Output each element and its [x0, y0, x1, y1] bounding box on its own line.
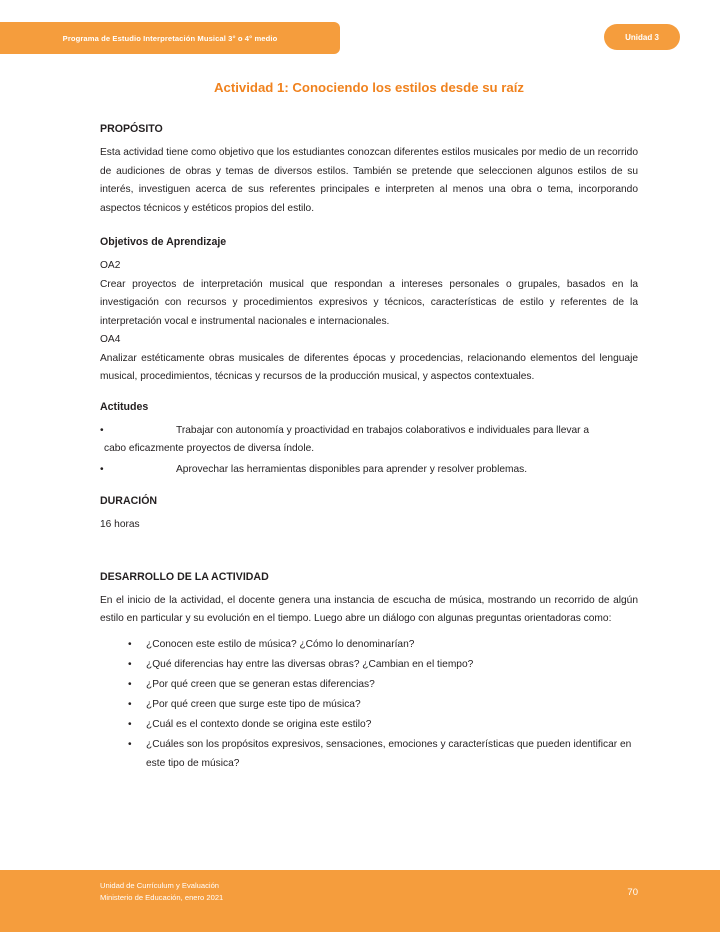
footer-line-2: Ministerio de Educación, enero 2021 — [100, 893, 224, 902]
program-label: Programa de Estudio Interpretación Musical 3° o 4° medio — [62, 33, 278, 43]
questions-list — [100, 635, 638, 773]
attitude-text-line1: Aprovechar las herramientas disponibles para aprender y resolver problemas. — [176, 463, 528, 475]
unit-label: Unidad 3 — [625, 32, 659, 42]
attitudes-list — [100, 422, 638, 480]
oa-item — [100, 257, 638, 331]
heading-objetivos: Objetivos de Aprendizaje — [100, 236, 227, 248]
footer-credits — [100, 880, 223, 904]
list-item: • ¿Por qué creen que surge este tipo de música? — [100, 695, 638, 714]
heading-actitudes: Actitudes — [100, 400, 149, 413]
list-item — [100, 422, 638, 459]
list-item — [100, 461, 638, 480]
oa-text: Analizar estéticamente obras musicales de diferentes épocas y procedencias, relacionando elementos del lenguaje musical, procedimientos, técnicas y recursos de la producción musical, y aspectos contextuales. — [100, 352, 638, 382]
page-header — [0, 22, 720, 54]
heading-desarrollo: DESARROLLO DE LA ACTIVIDAD — [100, 570, 269, 583]
attitude-text-line1: Trabajar con autonomía y proactividad en trabajos colaborativos e individuales para llevar a — [176, 424, 590, 436]
list-item: • ¿Cuál es el contexto donde se origina este estilo? — [100, 715, 638, 734]
page-title: Actividad 1: Conociendo los estilos desde su raíz — [214, 80, 524, 95]
program-banner — [0, 22, 340, 54]
oa-item — [100, 331, 638, 387]
heading-duracion: DURACIÓN — [100, 495, 158, 507]
page-number: 70 — [627, 887, 638, 898]
attitude-text-line2: cabo eficazmente proyectos de diversa índole. — [104, 443, 315, 454]
duracion-value: 16 horas — [100, 519, 140, 530]
list-item: • ¿Cuáles son los propósitos expresivos, sensaciones, emociones y características que pueden identificar en este tipo de música? — [100, 735, 638, 773]
oa-code: OA4 — [100, 334, 121, 345]
footer-line-1: Unidad de Currículum y Evaluación — [100, 881, 220, 890]
list-item: • ¿Qué diferencias hay entre las diversas obras? ¿Cambian en el tiempo? — [100, 655, 638, 674]
page-footer — [0, 870, 720, 932]
unit-badge — [604, 24, 680, 50]
paragraph-proposito: Esta actividad tiene como objetivo que los estudiantes conozcan diferentes estilos musicales por medio de un recorrido de audiciones de obras y temas de diversos estilos. También se pretende que seleccionen algunos estilos de su interés, investiguen acerca de sus referentes principales e interpreten al menos una obra o tema, incorporando aspectos técnicos y estéticos propios del estilo. — [100, 147, 638, 214]
document-content — [100, 80, 638, 774]
oa-text: Crear proyectos de interpretación musical que respondan a intereses personales o grupales, basados en la investigación con recursos y procedimientos expresivos y técnicos, características de estilo y referentes de la interpretación vocal e instrumental nacionales e internacionales. — [100, 278, 638, 327]
paragraph-desarrollo: En el inicio de la actividad, el docente genera una instancia de escucha de música, mostrando un recorrido de algún estilo en particular y su evolución en el tiempo. Luego abre un diálogo con algunas preguntas orientadoras como: — [100, 594, 638, 624]
oa-code: OA2 — [100, 260, 121, 271]
list-item: • ¿Conocen este estilo de música? ¿Cómo lo denominarían? — [100, 635, 638, 654]
heading-proposito: PROPÓSITO — [100, 123, 163, 135]
list-item: • ¿Por qué creen que se generan estas diferencias? — [100, 675, 638, 694]
